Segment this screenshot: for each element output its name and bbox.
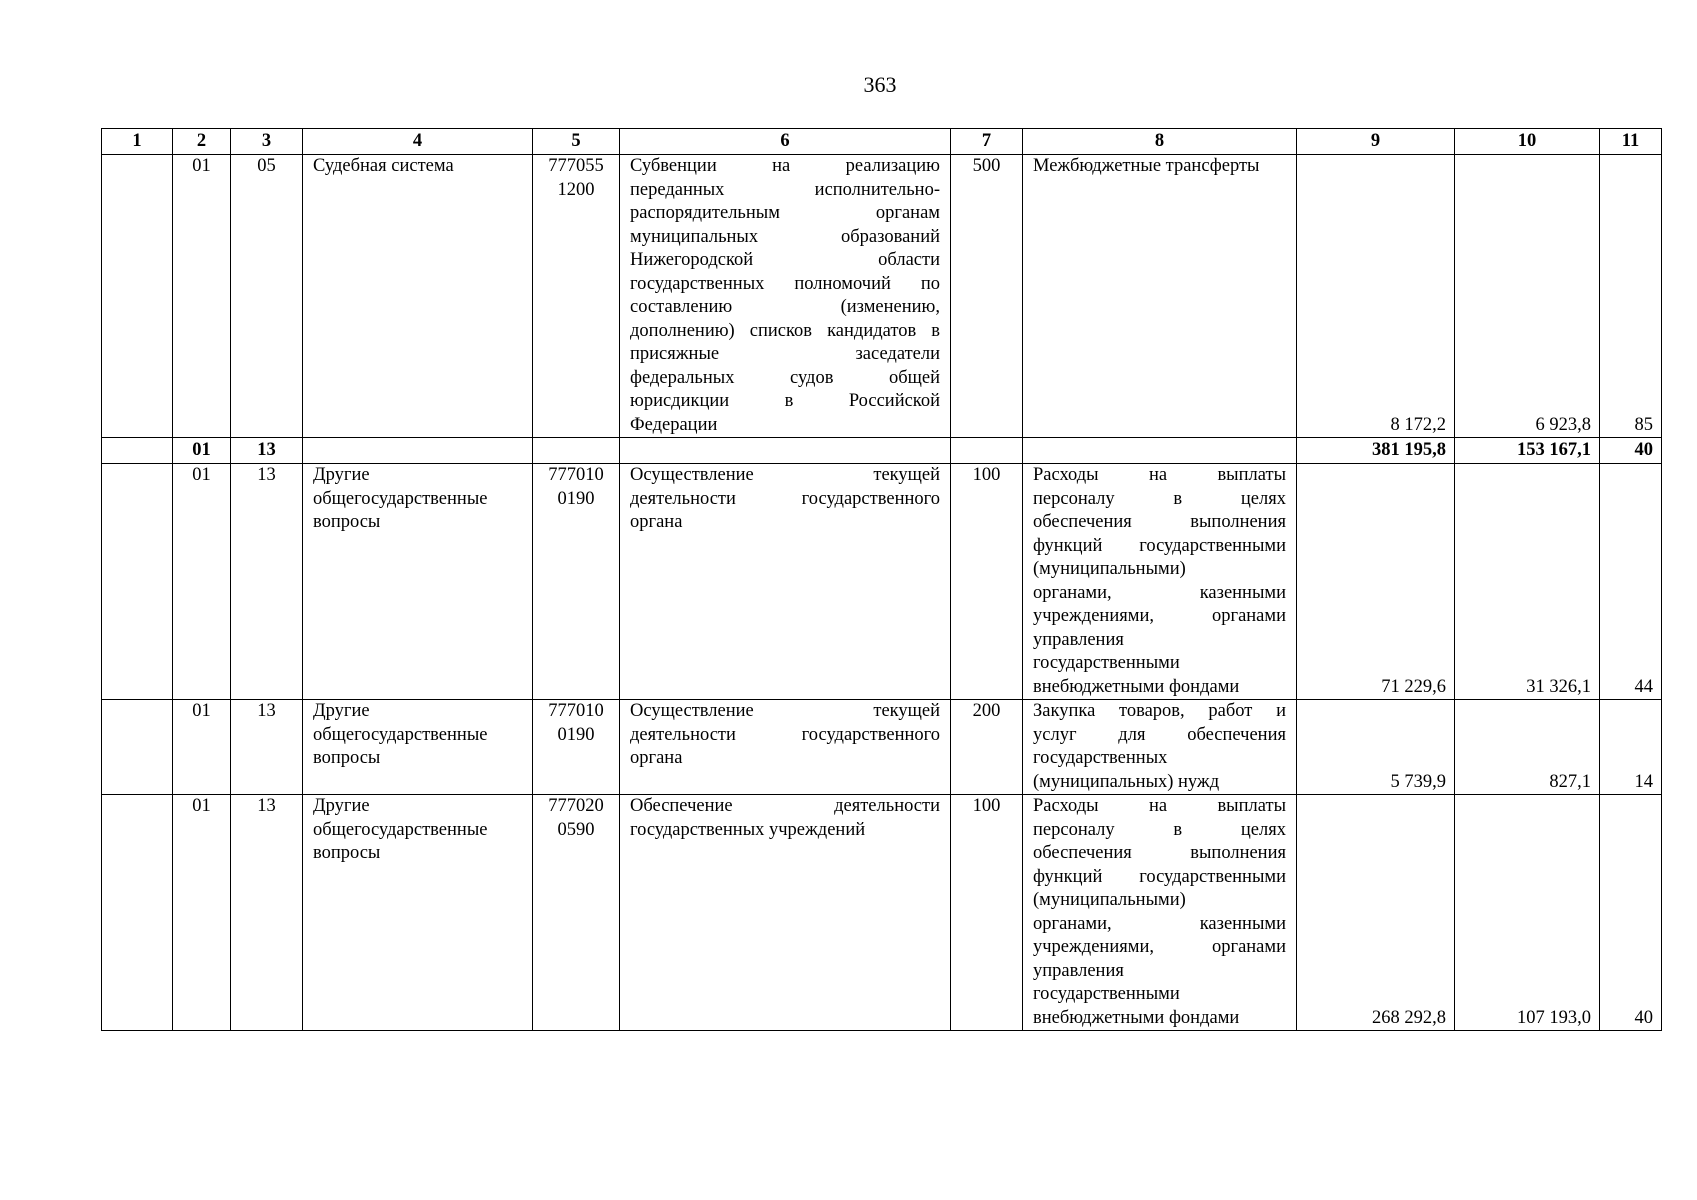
- text-line: персоналу в целях: [1033, 488, 1286, 509]
- cell-percent: 44: [1600, 464, 1662, 700]
- cell-target-name: [620, 700, 951, 795]
- cell-target-name: [620, 464, 951, 700]
- text-line: государственных: [1033, 748, 1168, 768]
- text-line: муниципальных образований: [630, 226, 940, 247]
- text-line: переданных исполнительно-: [630, 179, 940, 200]
- target-code-part: 777020: [548, 796, 604, 816]
- text-line: Нижегородской области: [630, 250, 940, 270]
- cell-col1: [102, 464, 173, 700]
- cell-actual-amount: 31 326,1: [1455, 464, 1600, 700]
- text-line: юрисдикции в Российской: [630, 391, 940, 411]
- text-line: вопросы: [313, 843, 381, 863]
- cell-percent: 14: [1600, 700, 1662, 795]
- column-header: 7: [951, 129, 1023, 155]
- column-header: 8: [1023, 129, 1297, 155]
- cell-expense-type: 100: [951, 464, 1023, 700]
- target-code-part: 777055: [548, 156, 604, 176]
- cell-target-name: [620, 155, 951, 438]
- text-line: деятельности государственного: [630, 488, 940, 509]
- cell-section: 01: [173, 464, 231, 700]
- cell-subsection-name: [303, 795, 533, 1031]
- text-line: государственными: [1033, 984, 1180, 1004]
- column-header: 1: [102, 129, 173, 155]
- text-line: Расходы на выплаты: [1033, 465, 1286, 485]
- cell-col1: [102, 700, 173, 795]
- text-line: обеспечения выполнения: [1033, 512, 1286, 532]
- text-line: общегосударственные: [313, 724, 488, 745]
- text-line: (муниципальных) нужд: [1033, 771, 1220, 792]
- text-line: Субвенции на реализацию: [630, 156, 940, 176]
- cell-plan-amount: 71 229,6: [1297, 464, 1455, 700]
- text-line: общегосударственные: [313, 488, 488, 509]
- target-code-part: 777010: [548, 465, 604, 485]
- text-line: учреждениями, органами: [1033, 606, 1286, 626]
- column-header: 9: [1297, 129, 1455, 155]
- cell-expense-type: 100: [951, 795, 1023, 1031]
- target-code-part: 0190: [557, 488, 595, 509]
- text-line: управления: [1033, 629, 1124, 650]
- cell-expense-name: [1023, 155, 1297, 438]
- cell-target-name: [620, 795, 951, 1031]
- column-header: 6: [620, 129, 951, 155]
- cell-plan-amount: 268 292,8: [1297, 795, 1455, 1031]
- text-line: функций государственными: [1033, 866, 1286, 887]
- column-header: 3: [231, 129, 303, 155]
- cell-percent: 40: [1600, 438, 1662, 464]
- cell-target-code: [533, 795, 620, 1031]
- text-line: государственных учреждений: [630, 819, 866, 840]
- text-line: учреждениями, органами: [1033, 937, 1286, 957]
- column-header: 4: [303, 129, 533, 155]
- cell-subsection: 13: [231, 700, 303, 795]
- text-line: федеральных судов общей: [630, 367, 940, 388]
- column-header: 11: [1600, 129, 1662, 155]
- text-line: услуг для обеспечения: [1033, 724, 1286, 745]
- cell-actual-amount: 153 167,1: [1455, 438, 1600, 464]
- cell-expense-name: [1023, 795, 1297, 1031]
- text-line: Обеспечение деятельности: [630, 796, 940, 816]
- text-line: составлению (изменению,: [630, 297, 940, 317]
- target-code-part: 1200: [557, 179, 595, 200]
- text-line: органами, казенными: [1033, 913, 1286, 934]
- table-row: [102, 464, 1662, 700]
- text-line: общегосударственные: [313, 819, 488, 840]
- cell-subsection-name: Судебная система: [303, 155, 533, 438]
- text-line: деятельности государственного: [630, 724, 940, 745]
- text-line: Другие: [313, 701, 370, 721]
- text-line: функций государственными: [1033, 535, 1286, 556]
- text-line: Федерации: [630, 414, 718, 435]
- cell-section: 01: [173, 155, 231, 438]
- cell-subsection-name: [303, 438, 533, 464]
- cell-percent: 40: [1600, 795, 1662, 1031]
- text-line: Расходы на выплаты: [1033, 796, 1286, 816]
- cell-subsection: 13: [231, 795, 303, 1031]
- text-line: (муниципальными): [1033, 890, 1186, 910]
- text-line: Осуществление текущей: [630, 701, 940, 721]
- text-line: присяжные заседатели: [630, 344, 940, 364]
- subtotal-row: [102, 438, 1662, 464]
- cell-expense-type: 200: [951, 700, 1023, 795]
- cell-target-code: [533, 155, 620, 438]
- text-line: вопросы: [313, 748, 381, 768]
- text-line: Другие: [313, 465, 370, 485]
- cell-actual-amount: 6 923,8: [1455, 155, 1600, 438]
- cell-expense-type: [951, 438, 1023, 464]
- cell-section: 01: [173, 438, 231, 464]
- text-line: органами, казенными: [1033, 582, 1286, 603]
- cell-plan-amount: 381 195,8: [1297, 438, 1455, 464]
- text-line: (муниципальными): [1033, 559, 1186, 579]
- text-line: органа: [630, 512, 683, 532]
- cell-target-code: [533, 438, 620, 464]
- page-number: 363: [863, 72, 897, 97]
- column-header: 10: [1455, 129, 1600, 155]
- cell-expense-name: [1023, 464, 1297, 700]
- cell-col1: [102, 795, 173, 1031]
- text-line: органа: [630, 748, 683, 768]
- column-header: 5: [533, 129, 620, 155]
- cell-subsection-name: [303, 700, 533, 795]
- cell-plan-amount: 8 172,2: [1297, 155, 1455, 438]
- text-line: Другие: [313, 796, 370, 816]
- text-line: вопросы: [313, 512, 381, 532]
- cell-actual-amount: 827,1: [1455, 700, 1600, 795]
- cell-expense-type: 500: [951, 155, 1023, 438]
- text-line: дополнению) списков кандидатов в: [630, 320, 940, 341]
- cell-actual-amount: 107 193,0: [1455, 795, 1600, 1031]
- text-line: государственных полномочий по: [630, 273, 940, 294]
- cell-col1: [102, 438, 173, 464]
- cell-target-code: [533, 464, 620, 700]
- budget-table: [101, 128, 1662, 1031]
- text-line: обеспечения выполнения: [1033, 843, 1286, 863]
- text-line: внебюджетными фондами: [1033, 1007, 1240, 1028]
- table-row: [102, 155, 1662, 438]
- cell-col1: [102, 155, 173, 438]
- cell-target-name: [620, 438, 951, 464]
- text-line: Закупка товаров, работ и: [1033, 701, 1286, 721]
- text-line: распорядительным органам: [630, 203, 940, 223]
- cell-section: 01: [173, 700, 231, 795]
- cell-section: 01: [173, 795, 231, 1031]
- cell-percent: 85: [1600, 155, 1662, 438]
- text-line: управления: [1033, 960, 1124, 981]
- cell-expense-name: [1023, 438, 1297, 464]
- target-code-part: 0590: [557, 819, 595, 840]
- text-line: государственными: [1033, 653, 1180, 673]
- table-row: [102, 700, 1662, 795]
- target-code-part: 777010: [548, 701, 604, 721]
- text-line: персоналу в целях: [1033, 819, 1286, 840]
- cell-subsection: 13: [231, 438, 303, 464]
- column-header: 2: [173, 129, 231, 155]
- text-line: Осуществление текущей: [630, 465, 940, 485]
- table-row: [102, 795, 1662, 1031]
- cell-subsection: 13: [231, 464, 303, 700]
- target-code-part: 0190: [557, 724, 595, 745]
- cell-plan-amount: 5 739,9: [1297, 700, 1455, 795]
- text-line: внебюджетными фондами: [1033, 676, 1240, 697]
- text-line: Межбюджетные трансферты: [1033, 156, 1260, 176]
- cell-expense-name: [1023, 700, 1297, 795]
- cell-subsection-name: [303, 464, 533, 700]
- cell-subsection: 05: [231, 155, 303, 438]
- cell-target-code: [533, 700, 620, 795]
- column-number-header-row: [102, 129, 1662, 155]
